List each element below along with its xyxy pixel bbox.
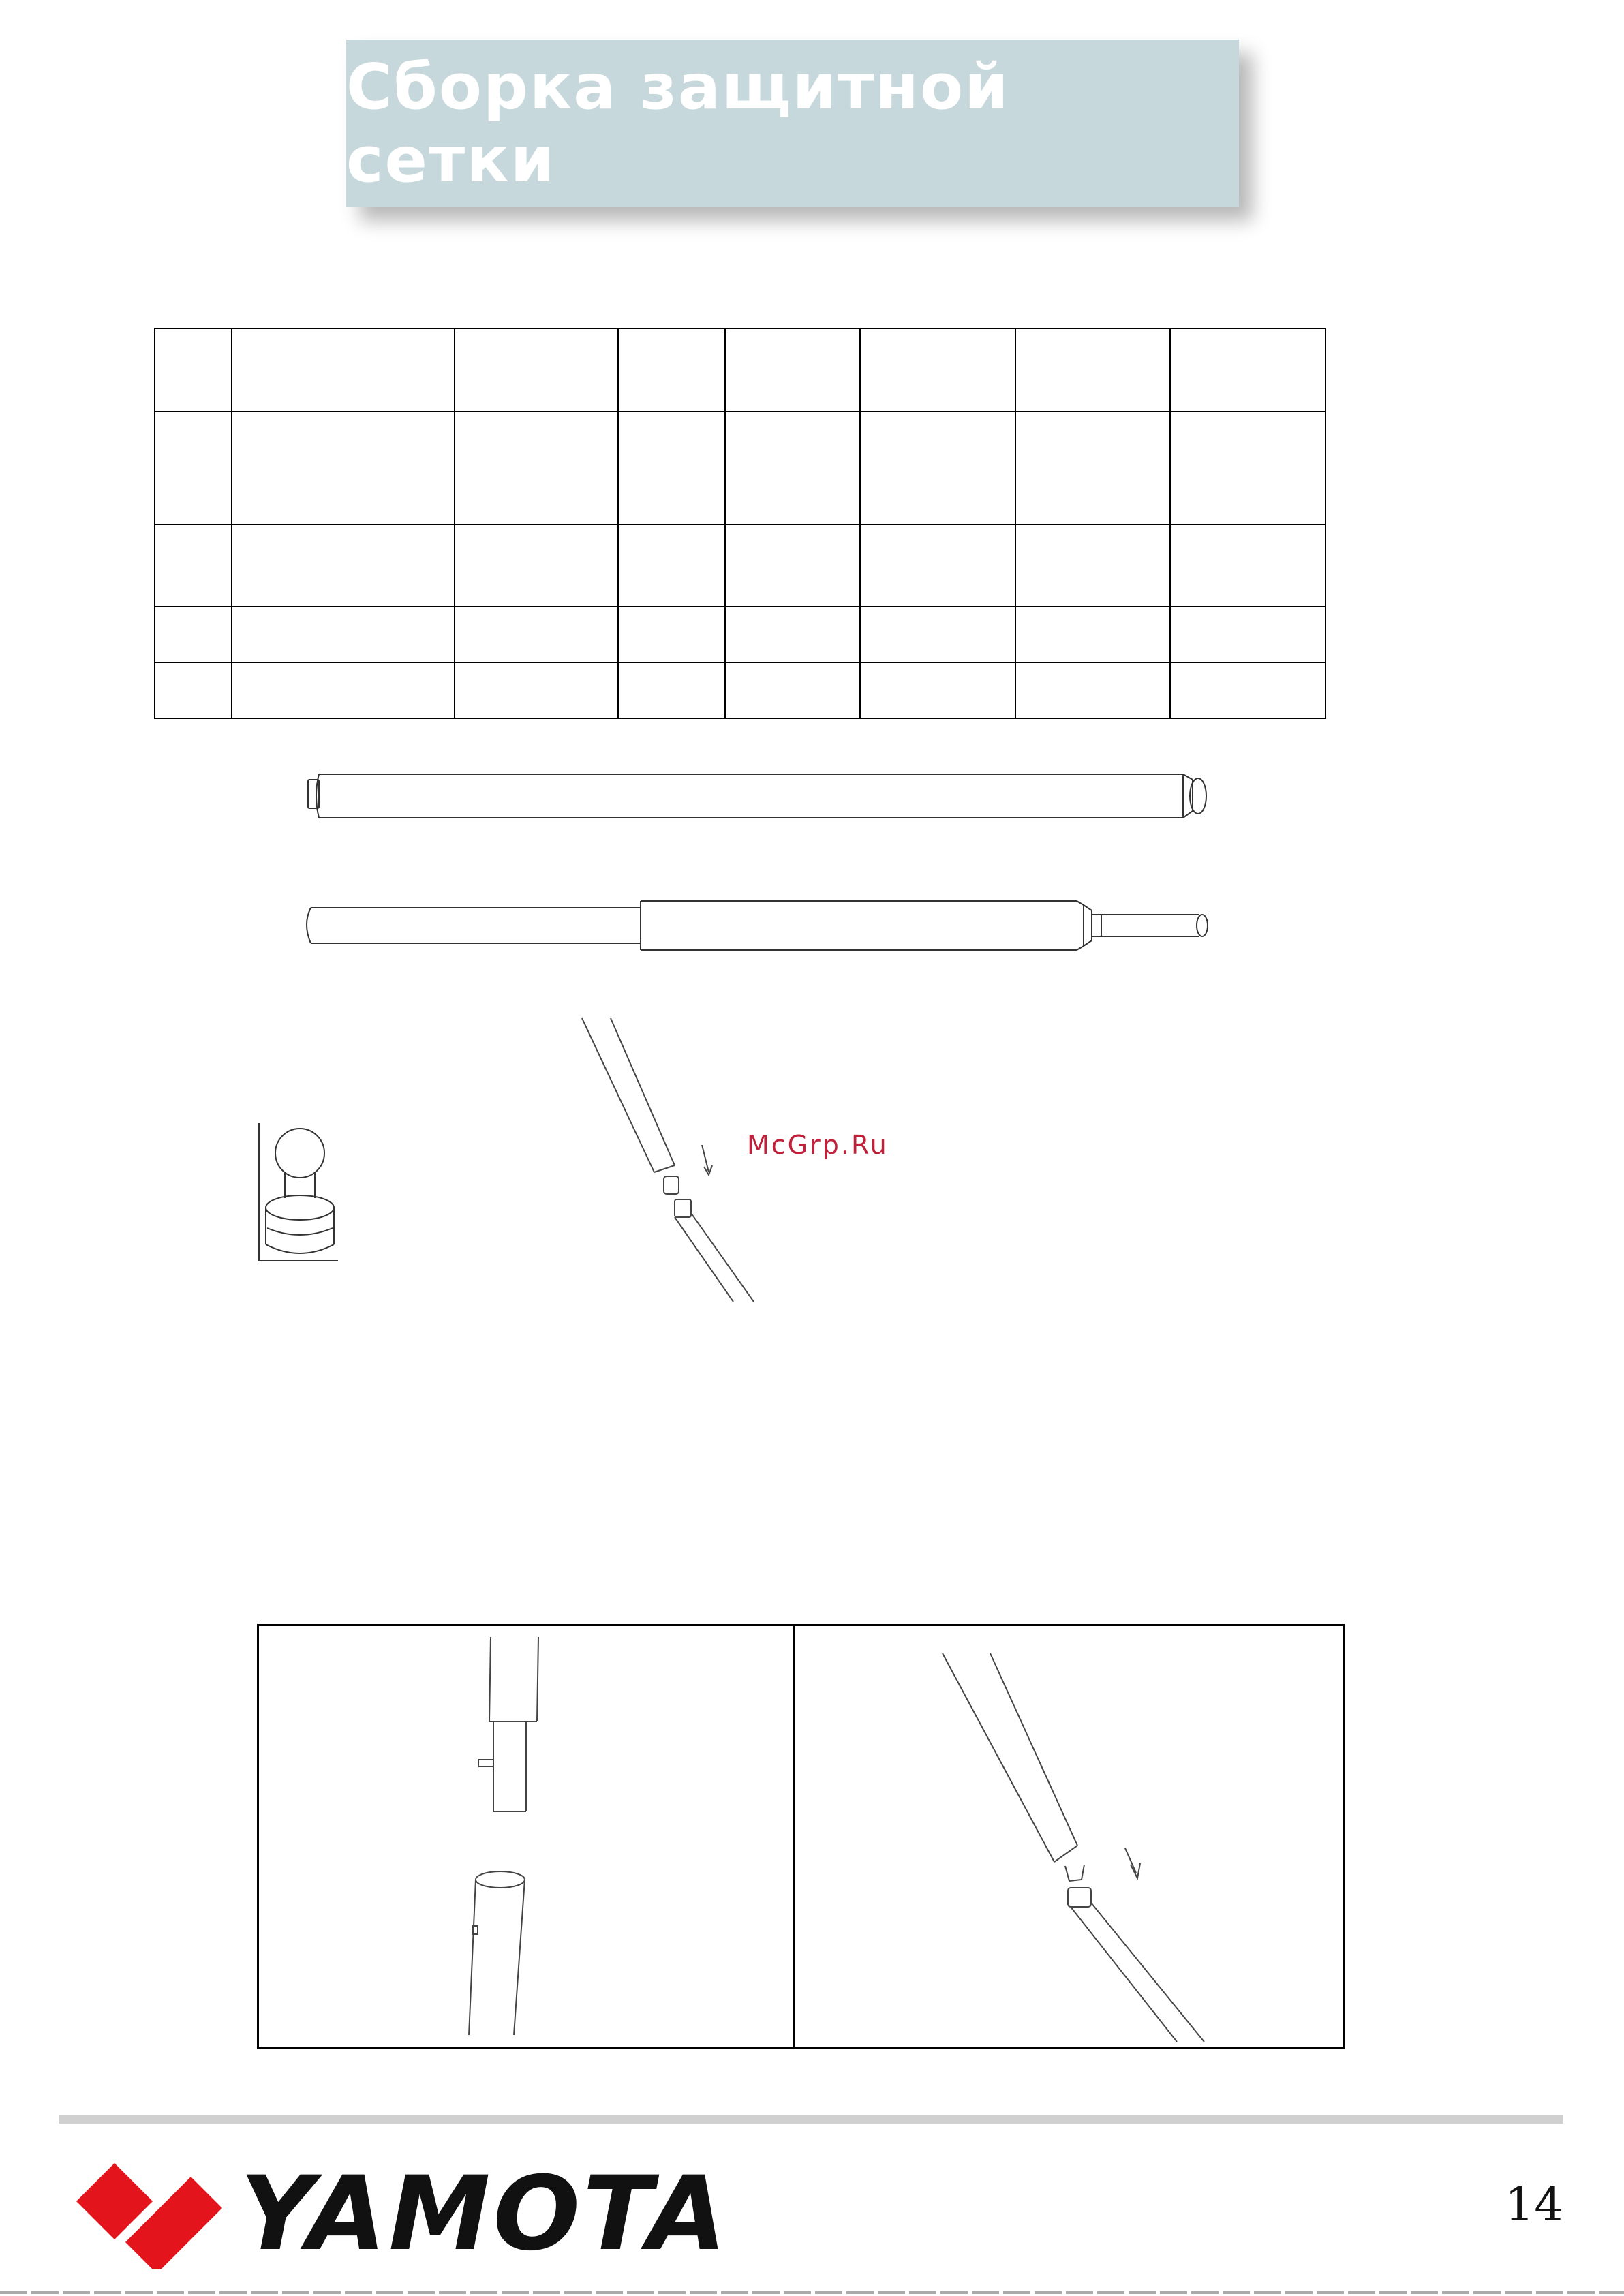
table-cell [618, 607, 725, 662]
table-cell [1170, 662, 1326, 718]
table-cell [860, 662, 1015, 718]
table-cell [1015, 525, 1170, 607]
table-cell [232, 412, 455, 525]
table-cell [618, 412, 725, 525]
table-cell [725, 412, 860, 525]
step-connect-drawing [795, 1626, 1343, 2047]
table-cell [455, 328, 618, 412]
yamota-logo-icon [76, 2154, 233, 2269]
table-cell [455, 607, 618, 662]
parts-table [154, 328, 1326, 719]
table-cell [232, 328, 455, 412]
table-row [155, 412, 1326, 525]
title-banner [346, 40, 1239, 207]
footer-rule [59, 2115, 1563, 2124]
pole-telescopic-drawing [300, 891, 1220, 966]
table-cell [618, 328, 725, 412]
brand-name: YAMOTA [240, 2155, 729, 2274]
table-cell [1170, 412, 1326, 525]
table-cell [725, 328, 860, 412]
table-cell [455, 662, 618, 718]
table-cell [155, 525, 232, 607]
table-cell [232, 607, 455, 662]
pole-straight-drawing [300, 763, 1220, 825]
assembly-steps-box [257, 1624, 1345, 2049]
table-cell [618, 525, 725, 607]
table-cell [860, 607, 1015, 662]
table-cell [232, 662, 455, 718]
end-cap-drawing [258, 1118, 346, 1268]
watermark: McGrp.Ru [747, 1130, 889, 1160]
table-cell [618, 662, 725, 718]
table-cell [860, 328, 1015, 412]
table-cell [155, 328, 232, 412]
table-cell [1170, 328, 1326, 412]
bottom-rule [0, 2291, 1624, 2294]
table-cell [725, 525, 860, 607]
table-row [155, 662, 1326, 718]
table-cell [232, 525, 455, 607]
table-row [155, 525, 1326, 607]
table-cell [1015, 662, 1170, 718]
step-insert-drawing [259, 1626, 793, 2047]
table-cell [155, 607, 232, 662]
table-cell [725, 607, 860, 662]
table-cell [1170, 607, 1326, 662]
table-cell [860, 525, 1015, 607]
table-cell [1015, 328, 1170, 412]
table-cell [455, 412, 618, 525]
table-cell [1170, 525, 1326, 607]
table-header-row [155, 328, 1326, 412]
table-cell [1015, 412, 1170, 525]
table-cell [1015, 607, 1170, 662]
pole-connection-drawing [572, 1009, 777, 1308]
table-row [155, 607, 1326, 662]
page-title: Сборка защитной сетки [346, 50, 1010, 196]
table-cell [860, 412, 1015, 525]
table-cell [155, 412, 232, 525]
table-cell [455, 525, 618, 607]
page-number: 14 [1505, 2178, 1564, 2232]
table-cell [725, 662, 860, 718]
table-cell [155, 662, 232, 718]
